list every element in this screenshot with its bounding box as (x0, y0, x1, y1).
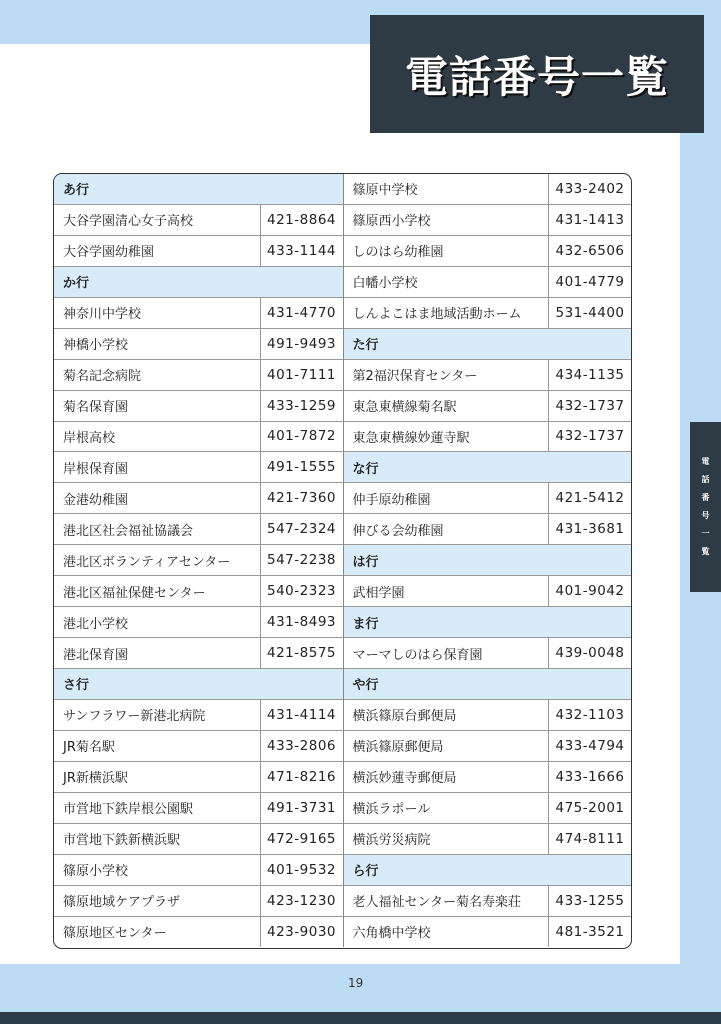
entry-name: 金港幼稚園 (63, 492, 129, 508)
directory-entry (54, 545, 343, 576)
directory-entry (54, 762, 343, 793)
entry-name: 白幡小学校 (352, 276, 418, 292)
entry-name: 東急東横線菊名駅 (352, 400, 457, 416)
directory-entry (344, 483, 632, 514)
entry-name: 篠原西小学校 (352, 214, 431, 230)
entry-name: 岸根保育園 (63, 461, 129, 477)
entry-name: 大谷学園清心女子高校 (63, 214, 194, 230)
directory-entry (344, 236, 632, 267)
phone-number: 433-1259 (260, 391, 343, 421)
phone-number: 547-2238 (260, 545, 343, 575)
directory-entry (54, 855, 343, 886)
phone-number: 423-9030 (260, 917, 343, 948)
section-label: は行 (352, 554, 379, 570)
side-tab-char: 電 (701, 457, 710, 466)
section-label: た行 (352, 338, 379, 354)
section-header (344, 855, 632, 886)
section-header (54, 669, 343, 700)
entry-name: 大谷学園幼稚園 (63, 245, 155, 261)
directory-entry (344, 731, 632, 762)
section-header (54, 267, 343, 298)
phone-number: 431-4770 (260, 298, 343, 328)
directory-entry (54, 483, 343, 514)
side-index-tab[interactable] (690, 422, 721, 592)
title-banner (370, 15, 704, 133)
phone-number: 421-5412 (548, 483, 631, 513)
directory-entry (54, 298, 343, 329)
phone-number: 439-0048 (548, 638, 631, 668)
directory-entry (344, 298, 632, 329)
directory-entry (54, 576, 343, 607)
phone-number: 401-7111 (260, 360, 343, 390)
directory-entry (54, 824, 343, 855)
entry-name: 菊名記念病院 (63, 369, 142, 385)
directory-entry (344, 762, 632, 793)
side-tab-char: 一 (701, 529, 710, 538)
phone-number: 431-8493 (260, 607, 343, 637)
section-header (344, 545, 632, 576)
entry-name: 岸根高校 (63, 430, 116, 446)
section-header (344, 607, 632, 638)
directory-entry (344, 391, 632, 422)
phone-number: 431-1413 (548, 205, 631, 235)
entry-name: 仲手原幼稚園 (352, 492, 431, 508)
section-label: さ行 (63, 678, 90, 694)
phone-number: 433-2402 (548, 174, 631, 204)
directory-entry (54, 329, 343, 360)
entry-name: マーマしのはら保育園 (352, 647, 483, 663)
phone-number: 401-9042 (548, 576, 631, 606)
phone-number: 421-7360 (260, 483, 343, 513)
phone-number: 471-8216 (260, 762, 343, 792)
entry-name: 横浜妙蓮寺郵便局 (352, 771, 457, 787)
entry-name: 横浜篠原台郵便局 (352, 709, 457, 725)
directory-entry (54, 360, 343, 391)
entry-name: 篠原地域ケアプラザ (63, 895, 181, 911)
phone-number: 472-9165 (260, 824, 343, 854)
directory-entry (344, 174, 632, 205)
entry-name: 老人福祉センター菊名寿楽荘 (352, 895, 521, 911)
side-tab-char: 覧 (701, 547, 710, 556)
section-label: ら行 (352, 864, 379, 880)
directory-entry (344, 267, 632, 298)
side-tab-char: 話 (701, 475, 710, 484)
directory-entry (54, 607, 343, 638)
entry-name: 市営地下鉄岸根公園駅 (63, 802, 194, 818)
directory-entry (54, 514, 343, 545)
directory-entry (54, 391, 343, 422)
directory-entry (54, 917, 343, 948)
entry-name: しのはら幼稚園 (352, 245, 444, 261)
phone-number: 432-6506 (548, 236, 631, 266)
entry-name: 港北区福祉保健センター (63, 585, 206, 601)
directory-entry (344, 886, 632, 917)
entry-name: 市営地下鉄新横浜駅 (63, 833, 181, 849)
entry-name: 六角橋中学校 (352, 926, 431, 942)
directory-entry (344, 360, 632, 391)
section-label: あ行 (63, 183, 90, 199)
entry-name: 横浜篠原郵便局 (352, 740, 444, 756)
directory-entry (54, 452, 343, 483)
phone-number: 431-4114 (260, 700, 343, 730)
phone-number: 401-7872 (260, 422, 343, 452)
directory-entry (54, 422, 343, 453)
directory-entry (344, 638, 632, 669)
phone-number: 433-1666 (548, 762, 631, 792)
directory-entry (54, 886, 343, 917)
phone-number: 481-3521 (548, 917, 631, 948)
directory-entry (344, 576, 632, 607)
entry-name: 港北区社会福祉協議会 (63, 523, 194, 539)
entry-name: 菊名保育園 (63, 400, 129, 416)
phone-number: 531-4400 (548, 298, 631, 328)
phone-number: 540-2323 (260, 576, 343, 606)
directory-entry (54, 205, 343, 236)
directory-entry (344, 700, 632, 731)
phone-number: 432-1103 (548, 700, 631, 730)
phone-number: 491-3731 (260, 793, 343, 823)
directory-entry (54, 700, 343, 731)
entry-name: JR菊名駅 (63, 740, 115, 756)
phone-number: 421-8575 (260, 638, 343, 668)
phone-number: 423-1230 (260, 886, 343, 916)
section-header (344, 452, 632, 483)
entry-name: 港北小学校 (63, 616, 129, 632)
phone-number: 433-4794 (548, 731, 631, 761)
entry-name: 横浜ラポール (352, 802, 431, 818)
section-header (344, 329, 632, 360)
phone-number: 547-2324 (260, 514, 343, 544)
entry-name: しんよこはま地域活動ホーム (352, 307, 522, 323)
entry-name: 神奈川中学校 (63, 307, 142, 323)
phone-number: 421-8864 (260, 205, 343, 235)
left-column (54, 174, 343, 947)
entry-name: 武相学園 (352, 585, 405, 601)
section-header (344, 669, 632, 700)
side-tab-char: 番 (701, 493, 710, 502)
entry-name: 篠原小学校 (63, 864, 129, 880)
section-header (54, 174, 343, 205)
directory-entry (344, 514, 632, 545)
entry-name: 篠原地区センター (63, 926, 167, 942)
entry-name: 伸びる会幼稚園 (352, 523, 444, 539)
directory-entry (344, 824, 632, 855)
entry-name: 神橋小学校 (63, 338, 129, 354)
directory-entry (344, 917, 632, 948)
directory-entry (344, 205, 632, 236)
directory-entry (54, 731, 343, 762)
phone-directory-table (53, 173, 632, 949)
entry-name: 篠原中学校 (352, 183, 418, 199)
phone-number: 401-9532 (260, 855, 343, 885)
phone-number: 491-1555 (260, 452, 343, 482)
phone-number: 474-8111 (548, 824, 631, 854)
section-label: な行 (352, 461, 379, 477)
entry-name: サンフラワー新港北病院 (63, 709, 206, 725)
entry-name: 第2福沢保育センター (352, 369, 478, 385)
entry-name: 東急東横線妙蓮寺駅 (352, 430, 470, 446)
phone-number: 432-1737 (548, 422, 631, 452)
phone-number: 431-3681 (548, 514, 631, 544)
phone-number: 433-1144 (260, 236, 343, 266)
right-column (343, 174, 632, 947)
entry-name: 横浜労災病院 (352, 833, 431, 849)
directory-entry (54, 793, 343, 824)
page-number: 19 (348, 976, 364, 990)
entry-name: 港北保育園 (63, 647, 129, 663)
phone-number: 432-1737 (548, 391, 631, 421)
side-tab-char: 号 (701, 511, 710, 520)
section-label: か行 (63, 276, 90, 292)
directory-entry (344, 422, 632, 453)
directory-entry (344, 793, 632, 824)
phone-number: 475-2001 (548, 793, 631, 823)
entry-name: 港北区ボランティアセンター (63, 554, 231, 570)
phone-number: 401-4779 (548, 267, 631, 297)
phone-number: 491-9493 (260, 329, 343, 359)
directory-entry (54, 638, 343, 669)
directory-entry (54, 236, 343, 267)
section-label: ま行 (352, 616, 379, 632)
bottom-band (0, 1012, 721, 1024)
phone-number: 434-1135 (548, 360, 631, 390)
page-title: 電話番号一覧 (405, 52, 669, 103)
phone-number: 433-1255 (548, 886, 631, 916)
entry-name: JR新横浜駅 (63, 771, 128, 787)
phone-number: 433-2806 (260, 731, 343, 761)
section-label: や行 (352, 678, 379, 694)
